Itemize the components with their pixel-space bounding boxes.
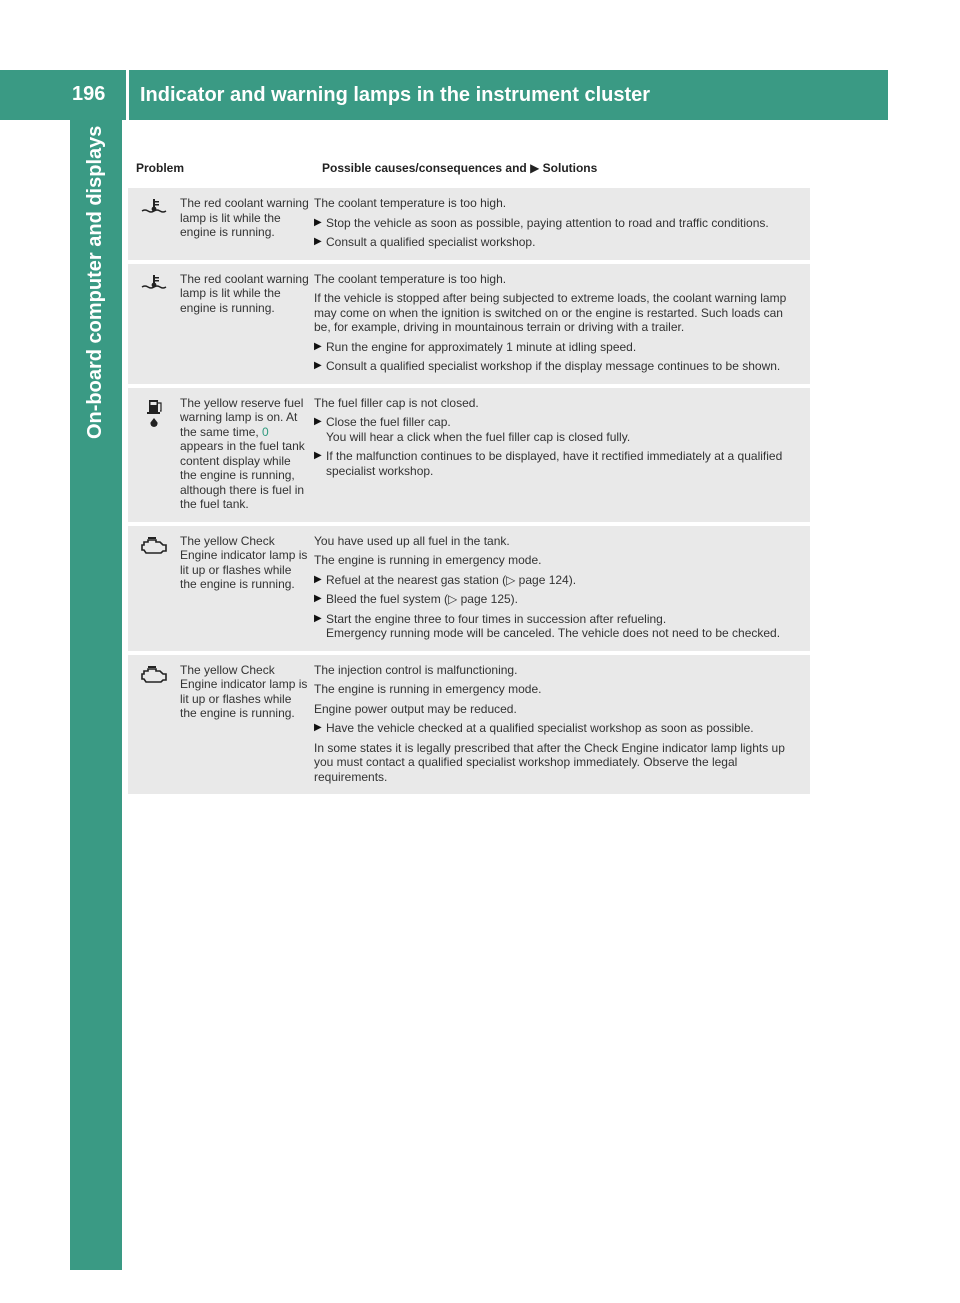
table-row bbox=[128, 264, 810, 384]
table-row bbox=[128, 526, 810, 651]
problem-cell bbox=[128, 188, 314, 260]
section-title: On-board computer and displays bbox=[84, 126, 106, 440]
arrow-right-icon: ▶ bbox=[314, 722, 322, 733]
column-header-problem: Problem bbox=[136, 161, 185, 175]
header-divider bbox=[126, 70, 129, 120]
cause-text: If the vehicle is stopped after being subjected to extreme loads, the coolant warning lamp may come on when the ignition is switched on or the engine is restarted. Such loads can be, for example, driving in mountainous terrain or driving with a trailer. bbox=[314, 291, 787, 334]
solution-step: ▶ Refuel at the nearest gas station (▷ page 124). bbox=[314, 572, 577, 587]
page-number: 196 bbox=[72, 83, 106, 105]
check-engine-icon bbox=[128, 663, 180, 785]
problem-cell bbox=[128, 388, 314, 522]
arrow-right-icon: ▶ bbox=[314, 612, 322, 624]
table-header bbox=[128, 152, 810, 184]
fuel-pump-icon bbox=[128, 396, 180, 512]
table-row bbox=[128, 655, 810, 795]
problem-text: The yellow Check Engine indicator lamp is lit up or flashes while the engine is running. bbox=[180, 662, 308, 720]
problem-text: The yellow reserve fuel warning lamp is on. At the same time, 0 appears in the fuel tank content display while the engine is running, although there is fuel in the fuel tank. bbox=[180, 395, 305, 511]
cause-text: The injection control is malfunctioning. bbox=[314, 662, 518, 677]
problem-text: The red coolant warning lamp is lit while the engine is running. bbox=[180, 196, 309, 239]
causes-cell bbox=[314, 655, 810, 795]
table-row bbox=[128, 188, 810, 260]
warning-lamp-table bbox=[128, 152, 810, 794]
step-note: Emergency running mode will be canceled. The vehicle does not need to be checked. bbox=[326, 626, 781, 640]
arrow-right-icon: ▶ bbox=[314, 416, 322, 427]
coolant-temperature-icon bbox=[128, 272, 180, 374]
fuel-level-indicator: 0 bbox=[262, 424, 269, 439]
solution-step: ▶ If the malfunction continues to be displayed, have it rectified immediately at a qualified specialist workshop. bbox=[314, 449, 783, 478]
arrow-right-icon: ▶ bbox=[314, 360, 322, 371]
cause-text: The engine is running in emergency mode. bbox=[314, 682, 542, 696]
page-title: Indicator and warning lamps in the instrument cluster bbox=[140, 84, 651, 106]
causes-cell bbox=[314, 526, 810, 651]
causes-cell bbox=[314, 264, 810, 384]
solution-step: ▶ Run the engine for approximately 1 minute at idling speed. bbox=[314, 339, 637, 354]
solution-step: ▶ Bleed the fuel system (▷ page 125). bbox=[314, 592, 518, 606]
solution-step: ▶ Have the vehicle checked at a qualified specialist workshop as soon as possible. bbox=[314, 721, 754, 735]
cause-text: The fuel filler cap is not closed. bbox=[314, 395, 479, 410]
arrow-right-icon: ▶ bbox=[314, 573, 322, 585]
solution-step: ▶ Consult a qualified specialist workshop. bbox=[314, 235, 536, 249]
solution-step: ▶ Close the fuel filler cap. You will hear a click when the fuel filler cap is closed fully. bbox=[314, 415, 631, 444]
solution-step: ▶ Stop the vehicle as soon as possible, paying attention to road and traffic conditions. bbox=[314, 215, 769, 230]
arrow-right-icon: ▶ bbox=[314, 216, 322, 228]
column-header-causes: Possible causes/consequences and ▶ Solutions bbox=[322, 161, 598, 175]
check-engine-icon bbox=[128, 534, 180, 641]
table-row bbox=[128, 388, 810, 522]
cause-text: You have used up all fuel in the tank. bbox=[314, 533, 510, 548]
arrow-right-icon: ▶ bbox=[314, 593, 322, 604]
problem-cell bbox=[128, 655, 314, 795]
step-note: You will hear a click when the fuel filler cap is closed fully. bbox=[326, 429, 631, 444]
legal-note: In some states it is legally prescribed that after the Check Engine indicator lamp lights up you must contact a qualified specialist workshop immediately. Observe the legal requirements. bbox=[314, 740, 785, 784]
arrow-right-icon: ▶ bbox=[314, 236, 322, 247]
cause-text: Engine power output may be reduced. bbox=[314, 701, 517, 716]
arrow-right-icon: ▶ bbox=[314, 450, 322, 461]
cause-text: The coolant temperature is too high. bbox=[314, 271, 507, 286]
problem-text: The red coolant warning lamp is lit while the engine is running. bbox=[180, 271, 309, 315]
coolant-temperature-icon bbox=[128, 196, 180, 250]
solution-step: ▶ Consult a qualified specialist workshop if the display message continues to be shown. bbox=[314, 359, 781, 373]
arrow-right-icon: ▶ bbox=[314, 340, 322, 352]
solution-step: ▶ Start the engine three to four times in succession after refueling. Emergency running mode will be canceled. The vehicle does not need to be checked. bbox=[314, 611, 781, 640]
cause-text: The engine is running in emergency mode. bbox=[314, 553, 542, 567]
causes-cell bbox=[314, 388, 810, 522]
cause-text: The coolant temperature is too high. bbox=[314, 196, 507, 210]
problem-text: The yellow Check Engine indicator lamp is lit up or flashes while the engine is running. bbox=[180, 533, 308, 591]
causes-cell bbox=[314, 188, 810, 260]
problem-cell bbox=[128, 526, 314, 651]
problem-cell bbox=[128, 264, 314, 384]
